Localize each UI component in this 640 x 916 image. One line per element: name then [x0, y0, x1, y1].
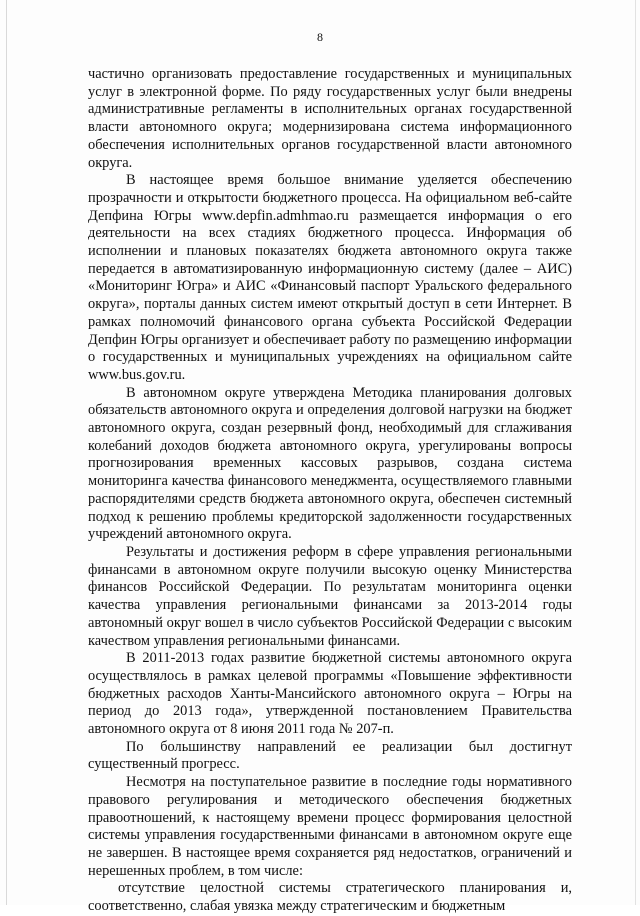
document-body	[88, 66, 572, 916]
page-edge-left	[6, 0, 7, 905]
paragraph-transparency: В настоящее время большое внимание уделяется обеспечению прозрачности и открытости бюджетного процесса. На официальном веб-сайте Депфина Югры www.depfin.admhmao.ru размещается информация о его деятельности на всех стадиях бюджетного процесса. Информация об исполнении и плановых показателях бюджета автономного округа также передается в автоматизированную информационную систему (далее – АИС) «Мониторинг Югра» и АИС «Финансовый паспорт Уральского федерального округа», порталы данных систем имеют открытый доступ в сети Интернет. В рамках полномочий финансового органа субъекта Российской Федерации Депфин Югры организует и обеспечивает работу по размещению информации о государственных и муниципальных учреждениях на официальном сайте www.bus.gov.ru.	[88, 172, 572, 383]
paragraph-continuation: частично организовать предоставление государственных и муниципальных услуг в электронной форме. По ряду государственных услуг были внедрены административные регламенты в исполнительных органах государственной власти автономного округа; модернизирована система информационного обеспечения исполнительных органов государственной власти автономного округа.	[88, 66, 572, 171]
page-number: 8	[317, 30, 323, 44]
list-item-strategic-planning: отсутствие целостной системы стратегического планирования и, соответственно, слабая увязка между стратегическим и бюджетным	[88, 880, 572, 915]
paragraph-progress: По большинству направлений ее реализации был достигнут существенный прогресс.	[88, 738, 572, 773]
paragraph-debt-methodology: В автономном округе утверждена Методика планирования долговых обязательств автономного округа и определения долговой нагрузки на бюджет автономного округа, создан резервный фонд, необходимый для сглаживания колебаний доходов бюджета автономного округа, урегулированы вопросы прогнозирования временных кассовых разрывов, создана система мониторинга качества финансового менеджмента, осуществляемого главными распорядителями средств бюджета автономного округа, обеспечен системный подход к решению проблемы кредиторской задолженности государственных учреждений автономного округа.	[88, 384, 572, 543]
paragraph-problems: Несмотря на поступательное развитие в последние годы нормативного правового регулирования и методического обеспечения бюджетных правоотношений, к настоящему времени процесс формирования целостной системы управления государственными финансами в автономном округе еще не завершен. В настоящее время сохраняется ряд недостатков, ограничений и нерешенных проблем, в том числе:	[88, 774, 572, 879]
paragraph-reform-results: Результаты и достижения реформ в сфере управления региональными финансами в автономном округе получили высокую оценку Министерства финансов Российской Федерации. По результатам мониторинга оценки качества управления региональными финансами за 2013-2014 годы автономный округ вошел в число субъектов Российской Федерации с высоким качеством управления региональными финансами.	[88, 543, 572, 649]
page-edge-right	[635, 0, 636, 905]
paragraph-target-program: В 2011-2013 годах развитие бюджетной системы автономного округа осуществлялось в рамках целевой программы «Повышение эффективности бюджетных расходов Ханты-Мансийского автономного округа – Югры на период до 2013 года», утвержденной постановлением Правительства автономного округа от 8 июня 2011 года № 207-п.	[88, 650, 572, 738]
